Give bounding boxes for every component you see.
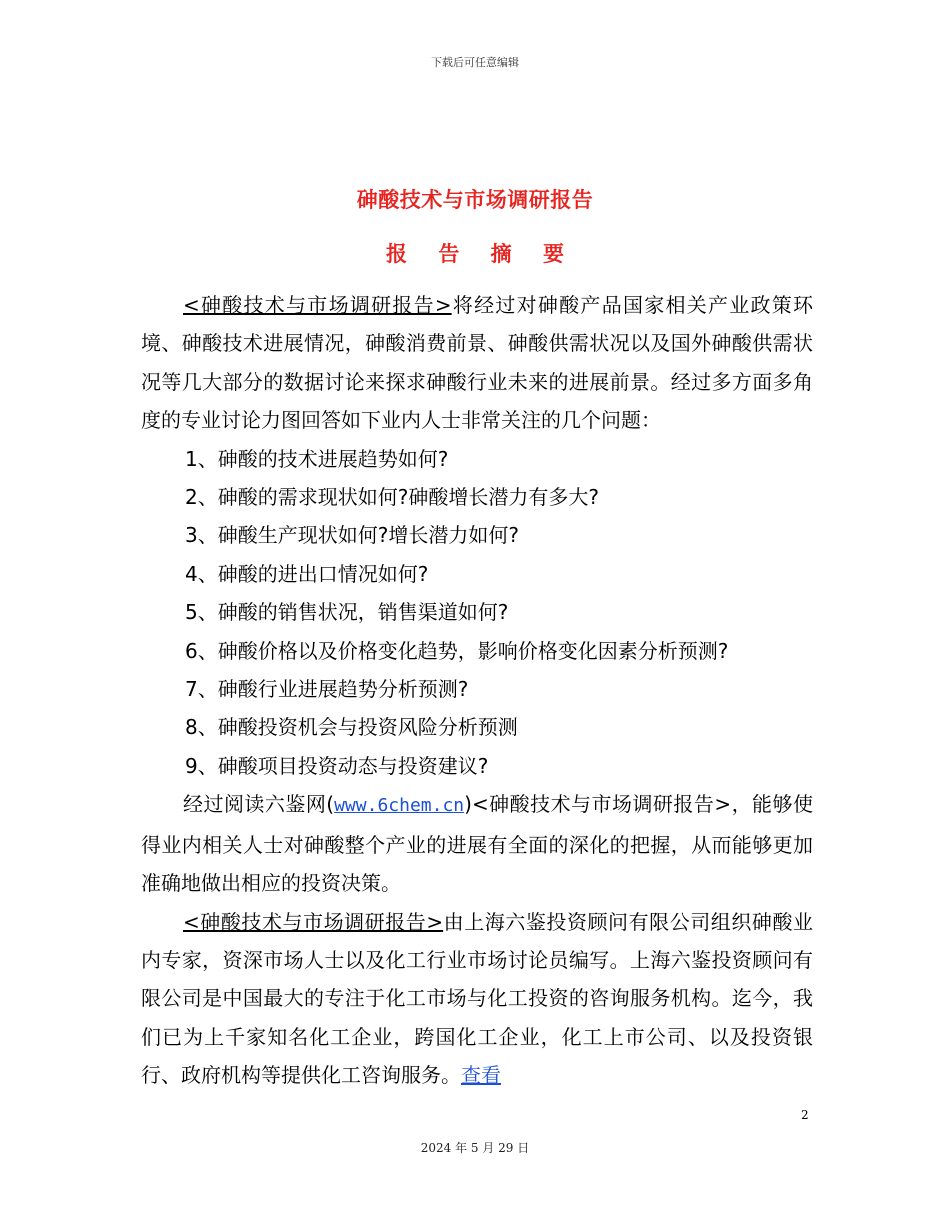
footer-date: 2024 年 5 月 29 日: [420, 1141, 530, 1155]
question-item: 1、砷酸的技术进展趋势如何?: [185, 446, 449, 471]
reading-suffix: )<砷酸技术与市场调研报告>，能够使得业内相关人士对砷酸整个产业的进展有全面的深化的把握，从而能够更加准确地做出相应的投资决策。: [141, 792, 813, 896]
intro-paragraph: [141, 286, 813, 440]
document-body: [141, 286, 813, 1095]
document-subtitle: 报 告 摘 要: [386, 242, 576, 266]
question-item: 6、砷酸价格以及价格变化趋势，影响价格变化因素分析预测?: [185, 638, 729, 663]
report-title-link[interactable]: <砷酸技术与市场调研报告>: [183, 293, 452, 317]
question-item: 4、砷酸的进出口情况如何?: [185, 561, 429, 586]
reading-prefix: 经过阅读六鉴网(: [183, 792, 335, 817]
question-item: 2、砷酸的需求现状如何?砷酸增长潜力有多大?: [185, 485, 599, 510]
header-note: 下载后可任意编辑: [431, 56, 519, 69]
about-paragraph: [141, 903, 813, 1095]
page-number: 2: [801, 1108, 809, 1122]
question-item: 7、砷酸行业进展趋势分析预测?: [185, 677, 469, 702]
website-link[interactable]: www.6chem.cn: [334, 795, 465, 817]
question-item: 3、砷酸生产现状如何?增长潜力如何?: [185, 523, 519, 548]
report-title-link-2[interactable]: <砷酸技术与市场调研报告>: [183, 909, 444, 934]
view-more-link[interactable]: 查看: [461, 1063, 501, 1088]
question-item: 8、砷酸投资机会与投资风险分析预测: [185, 715, 518, 740]
question-item: 5、砷酸的销售状况，销售渠道如何?: [185, 600, 509, 625]
reading-paragraph: [141, 785, 813, 902]
document-title: 砷酸技术与市场调研报告: [356, 188, 594, 212]
question-item: 9、砷酸项目投资动态与投资建议?: [185, 753, 489, 778]
about-text: 由上海六鉴投资顾问有限公司组织砷酸业内专家，资深市场人士以及化工行业市场讨论员编写。上海六鉴投资顾问有限公司是中国最大的专注于化工市场与化工投资的咨询服务机构。迄今，我们已为上千家知名化工企业，跨国化工企业，化工上市公司、以及投资银行、政府机构等提供化工咨询服务。: [141, 909, 813, 1088]
intro-text: 将经过对砷酸产品国家相关产业政策环境、砷酸技术进展情况，砷酸消费前景、砷酸供需状况以及国外砷酸供需状况等几大部分的数据讨论来探求砷酸行业未来的进展前景。经过多方面多角度的专业讨论力图回答如下业内人士非常关注的几个问题：: [141, 293, 814, 433]
